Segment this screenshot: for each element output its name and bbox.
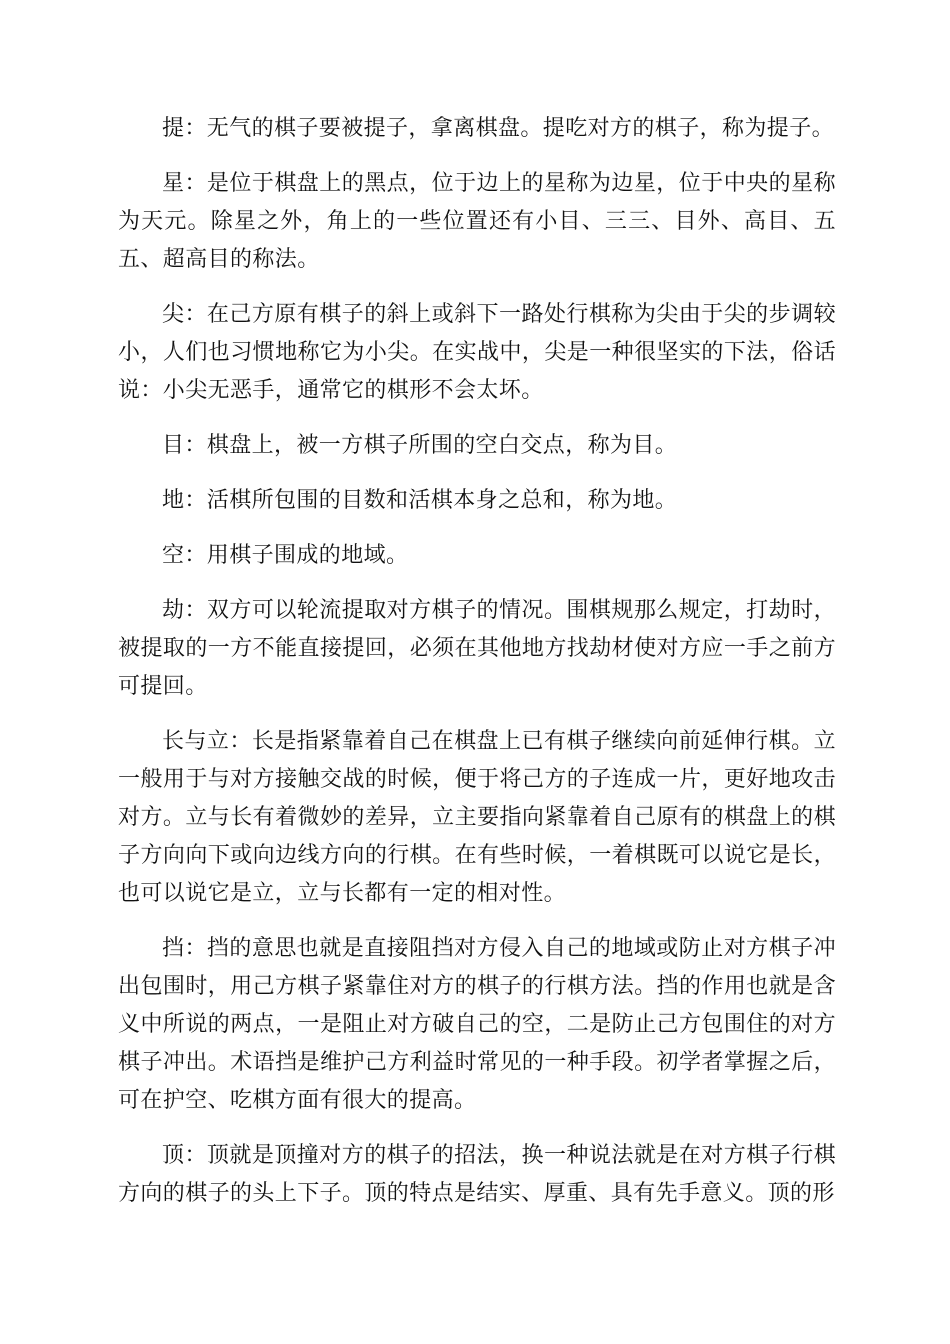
paragraph-di: 地：活棋所包围的目数和活棋本身之总和，称为地。 bbox=[162, 488, 678, 513]
paragraph-chang-yu-li: 长与立：长是指紧靠着自己在棋盘上已有棋子继续向前延伸行棋。立一般用于与对方接触交战的时候，便于将己方的子连成一片，更好地攻击对方。立与长有着微妙的差异，立主要指向紧靠着自己原有的棋盘上的棋子方向向下或向边线方向的行棋。在有些时候，一着棋既可以说它是长，也可以说它是立，立与长都有一定的相对性。 bbox=[118, 729, 836, 906]
document-page bbox=[118, 110, 836, 1230]
paragraph-jian: 尖：在己方原有棋子的斜上或斜下一路处行棋称为尖由于尖的步调较小，人们也习惯地称它为小尖。在实战中，尖是一种很坚实的下法，俗话说：小尖无恶手，通常它的棋形不会太坏。 bbox=[118, 302, 836, 403]
paragraph-jie: 劫：双方可以轮流提取对方棋子的情况。围棋规那么规定，打劫时，被提取的一方不能直接提回，必须在其他地方找劫材使对方应一手之前方可提回。 bbox=[118, 598, 836, 699]
paragraph-ti: 提：无气的棋子要被提子，拿离棋盘。提吃对方的棋子，称为提子。 bbox=[162, 116, 835, 141]
paragraph-ding: 顶：顶就是顶撞对方的棋子的招法，换一种说法就是在对方棋子行棋方向的棋子的头上下子。顶的特点是结实、厚重、具有先手意义。顶的形 bbox=[118, 1143, 836, 1206]
paragraph-mu: 目：棋盘上，被一方棋子所围的空白交点，称为目。 bbox=[162, 433, 678, 458]
paragraph-kong: 空：用棋子围成的地域。 bbox=[162, 543, 409, 568]
paragraph-xing: 星：是位于棋盘上的黑点，位于边上的星称为边星，位于中央的星称为天元。除星之外，角上的一些位置还有小目、三三、目外、高目、五五、超高目的称法。 bbox=[118, 171, 836, 272]
paragraph-dang: 挡：挡的意思也就是直接阻挡对方侵入自己的地域或防止对方棋子冲出包围时，用己方棋子紧靠住对方的棋子的行棋方法。挡的作用也就是含义中所说的两点，一是阻止对方破自己的空，二是防止己方包围住的对方棋子冲出。术语挡是维护己方利益时常见的一种手段。初学者掌握之后，可在护空、吃棋方面有很大的提高。 bbox=[118, 936, 836, 1113]
